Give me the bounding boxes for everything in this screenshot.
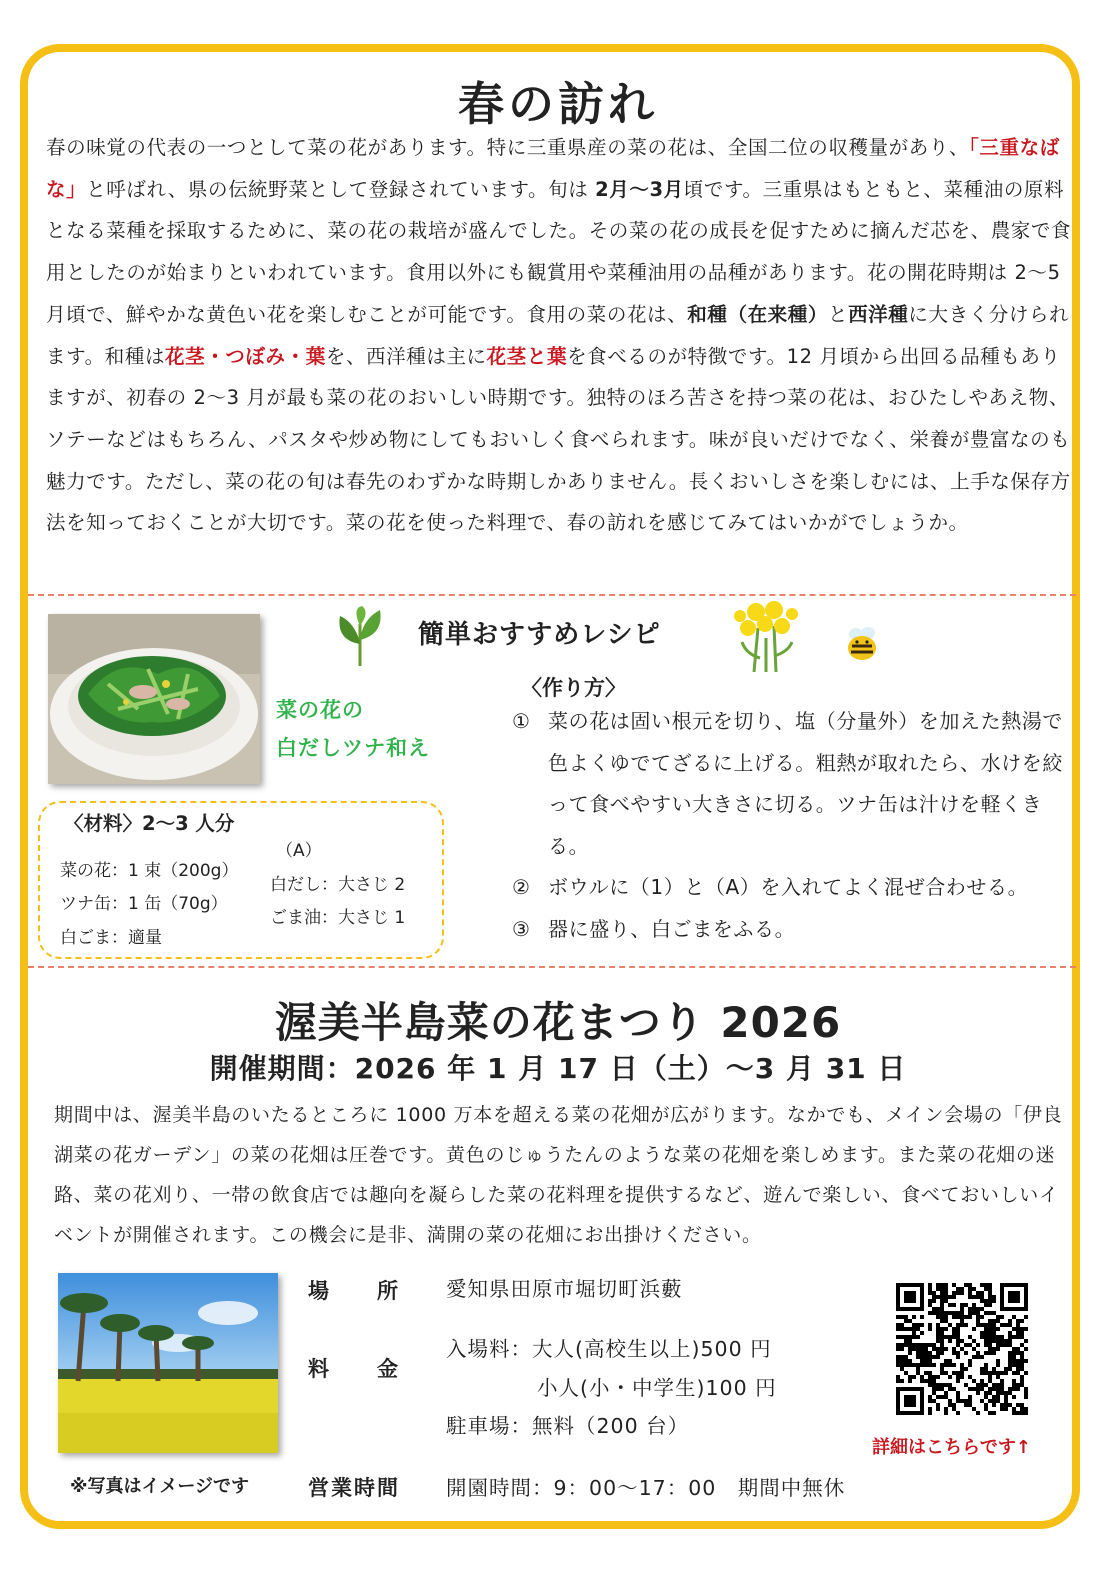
wa-type: 和種（在来種） (687, 302, 828, 326)
ingredient-item: ツナ缶：1 缶（70g） (60, 894, 228, 914)
bee-illustration (842, 624, 884, 664)
method-step: ① 菜の花は固い根元を切り、塩（分量外）を加えた熱湯で色よくゆでてざるに上げる。粗熱が取れたら、水けを絞って食べやすい大きさに切る。ツナ缶は汁けを軽くきる。 (512, 709, 1063, 858)
method-title: 〈作り方〉 (521, 676, 626, 700)
ingredient-item: 白ごま：適量 (60, 928, 162, 948)
festival-photo (58, 1273, 278, 1453)
qr-code[interactable] (896, 1283, 1028, 1415)
leaf-illustration (332, 604, 388, 668)
hours-value: 開園時間：9：00〜17：00 期間中無休 (446, 1476, 846, 1500)
sauce-title: （A） (276, 841, 322, 861)
season-text: 2月〜3月 (595, 177, 684, 201)
west-parts: 花茎と葉 (486, 344, 568, 368)
dish-name-line2: 白だしツナ和え (276, 736, 430, 760)
festival-description: 期間中は、渥美半島のいたるところに 1000 万本を超える菜の花畑が広がります。なかでも、メイン会場の「伊良湖菜の花ガーデン」の菜の花畑は圧巻です。黄色のじゅうたんのような菜の花畑を楽しめます。また菜の花畑の迷路、菜の花刈り、一帯の飲食店では趣向を凝らした菜の花料理を提供するなど、遊んで楽しい、食べておいしいイベントが開催されます。この機会に是非、満開の菜の花畑にお出掛けください。 (54, 1104, 1063, 1246)
intro-paragraph: 春の味覚の代表の一つとして菜の花があります。特に三重県産の菜の花は、全国二位の収穫量があり、「三重なばな」と呼ばれ、県の伝統野菜として登録されています。旬は 2月〜3月頃です。三重県はもともと、菜種油の原料となる菜種を採取するために、菜の花の栽培が盛んでした。その菜の花の成長を促すために摘んだ芯を、農家で食用としたのが始まりといわれています。食用以外にも観賞用や菜種油用の品種があります。花の開花時期は 2〜5 月頃で、鮮やかな黄色い花を楽しむことが可能です。食用の菜の花は、和種（在来種）と西洋種に大きく分けられます。和種は花茎・つぼみ・葉を、西洋種は主に花茎と葉を食べるのが特徴です。12 月頃から出回る品種もありますが、初春の 2〜3 月が最も菜の花のおいしい時期です。独特のほろ苦さを持つ菜の花は、おひたしやあえ物、ソテーなどはもちろん、パスタや炒め物にしてもおいしく食べられます。味が良いだけでなく、栄養が豊富なのも魅力です。ただし、菜の花の旬は春先のわずかな時期しかありません。長くおいしさを楽しむには、上手な保存方法を知っておくことが大切です。菜の花を使った料理で、春の訪れを感じてみてはいかがでしょうか。 (46, 136, 1072, 535)
brand-name: 「三重なばな」 (46, 136, 1060, 201)
qr-note: 詳細はこちらです↑ (872, 1437, 1031, 1458)
section-divider (28, 594, 1076, 596)
section-title-spring: 春の訪れ (458, 77, 658, 131)
dish-photo (48, 614, 260, 784)
sauce-item: 白だし：大さじ 2 (270, 875, 406, 895)
method-steps (512, 701, 1072, 950)
festival-title: 渥美半島菜の花まつり 2026 (274, 998, 842, 1047)
fee-adult: 入場料：大人(高校生以上)500 円 (446, 1337, 772, 1361)
festival-period: 開催期間：2026 年 1 月 17 日（土）〜3 月 31 日 (209, 1052, 907, 1085)
method-step: ③ 器に盛り、白ごまをふる。 (512, 916, 796, 941)
fee-child: 小人(小・中学生)100 円 (537, 1376, 777, 1400)
hours-label: 営業時間 (308, 1476, 400, 1500)
place-value: 愛知県田原市堀切町浜藪 (446, 1277, 683, 1301)
dish-name-line1: 菜の花の (276, 698, 364, 722)
photo-note: ※写真はイメージです (70, 1476, 249, 1497)
sauce-item: ごま油：大さじ 1 (270, 908, 406, 928)
wa-parts: 花茎・つぼみ・葉 (165, 344, 326, 368)
place-label: 場 所 (308, 1279, 400, 1303)
ingredients-title: 〈材料〉2〜3 人分 (64, 812, 235, 835)
method-step: ② ボウルに（1）と（A）を入れてよく混ぜ合わせる。 (512, 875, 1029, 899)
fee-label: 料 金 (308, 1357, 400, 1381)
rapeflower-illustration (730, 598, 804, 674)
western-type: 西洋種 (848, 302, 909, 326)
parking-value: 駐車場：無料（200 台） (446, 1414, 690, 1438)
section-divider (28, 966, 1076, 968)
ingredient-item: 菜の花：1 束（200g） (60, 861, 239, 881)
recipe-title: 簡単おすすめレシピ (418, 620, 661, 650)
